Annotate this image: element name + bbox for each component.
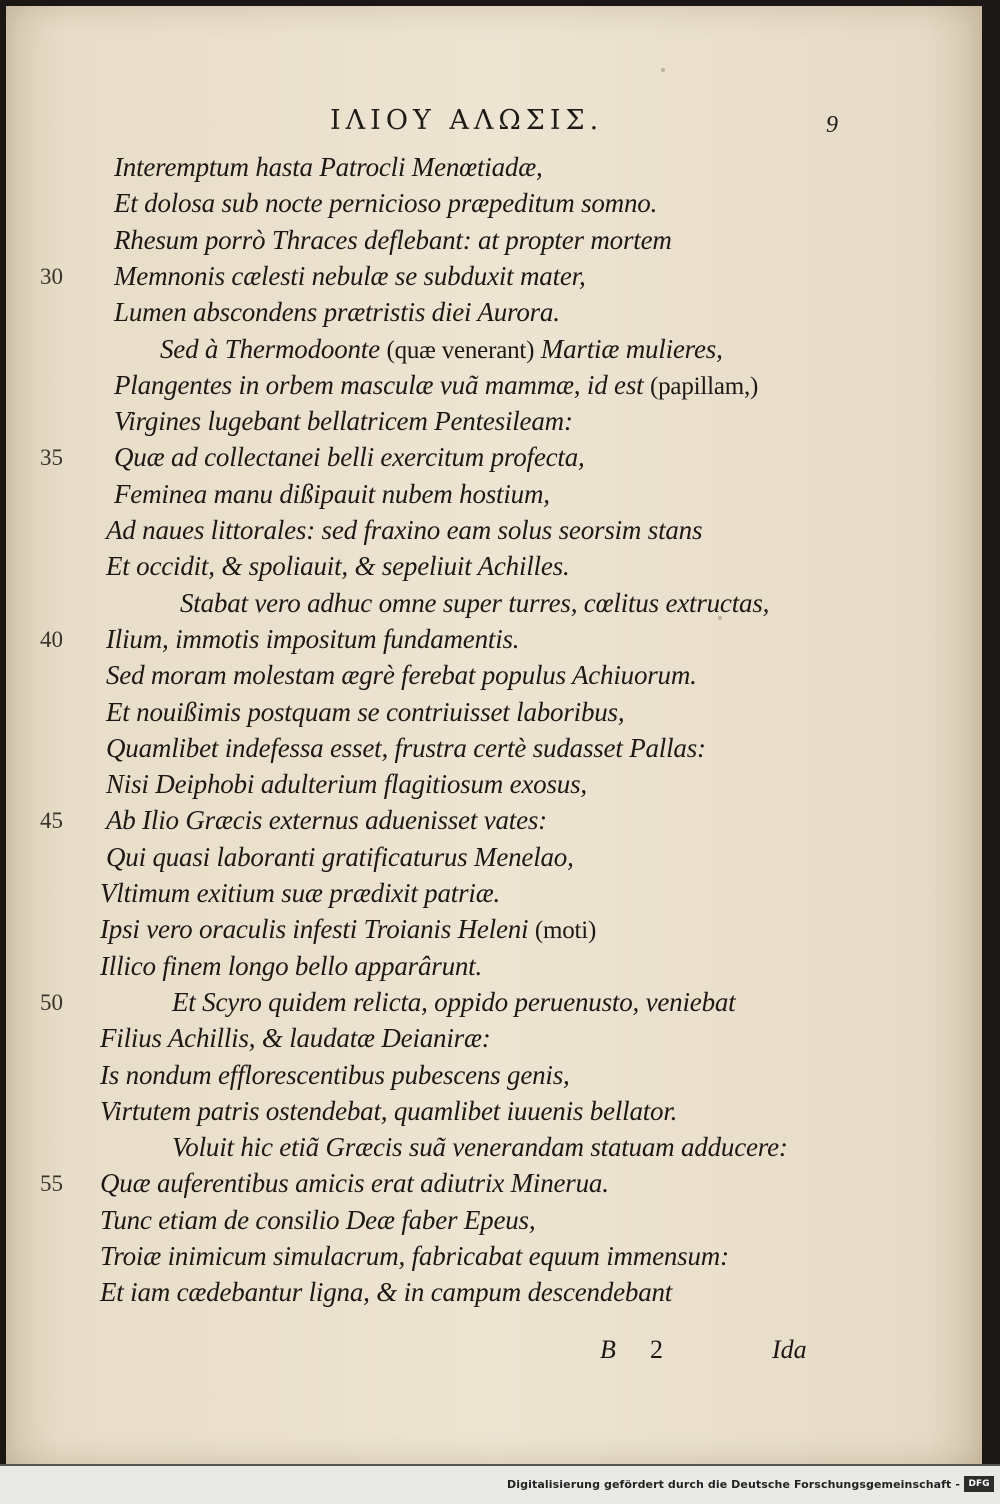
verse-line bbox=[106, 805, 547, 836]
verse-text: Quæ ad collectanei belli exercitum profecta, bbox=[114, 442, 585, 473]
verse-text: Nisi Deiphobi adulterium flagitiosum exosus, bbox=[106, 769, 587, 800]
verse-text: Ilium, immotis impositum fundamentis. bbox=[106, 623, 520, 654]
verse-text: Ab Ilio Græcis externus aduenisset vates: bbox=[106, 805, 547, 836]
dfg-logo: DFG bbox=[964, 1476, 994, 1492]
verse-text: Rhesum porrò Thraces deflebant: at propter mortem bbox=[114, 224, 672, 255]
verse-text: Et dolosa sub nocte pernicioso præpeditum somno. bbox=[114, 188, 658, 219]
verse-line bbox=[180, 588, 769, 619]
verse-text: Stabat vero adhuc omne super turres, cœlitus extructas, bbox=[180, 587, 770, 618]
verse-line bbox=[100, 878, 500, 909]
verse-line bbox=[114, 152, 543, 183]
catchword: Ida bbox=[772, 1335, 807, 1364]
verse-text: Virgines lugebant bellatricem Pentesileam: bbox=[114, 406, 573, 437]
verse-line bbox=[106, 515, 702, 546]
digitization-credit: Digitalisierung gefördert durch die Deutsche Forschungsgemeinschaft - bbox=[507, 1478, 960, 1491]
verse-line bbox=[106, 660, 697, 691]
line-number: 35 bbox=[40, 445, 63, 471]
verse-text: Is nondum efflorescentibus pubescens genis, bbox=[100, 1059, 570, 1090]
verse-line bbox=[100, 1241, 729, 1272]
verse-text: Ipsi vero oraculis infesti Troianis Heleni bbox=[100, 914, 535, 945]
verse-text: Illico finem longo bello apparârunt. bbox=[100, 950, 483, 981]
folio-number: 9 bbox=[826, 112, 838, 138]
signature-number: 2 bbox=[650, 1335, 663, 1364]
verse-line bbox=[100, 1168, 609, 1199]
verse-line bbox=[172, 987, 735, 1018]
paper-speck bbox=[661, 68, 665, 72]
verse-line bbox=[114, 225, 672, 256]
verse-line bbox=[100, 1277, 672, 1308]
verse-text: Vltimum exitium suæ prædixit patriæ. bbox=[100, 878, 501, 908]
verse-text: Voluit hic etiã Græcis suã venerandam statuam adducere: bbox=[172, 1132, 788, 1163]
running-head: ΙΛΙΟΥ ΑΛΩΣΙΣ. bbox=[330, 105, 604, 136]
verse-text: Virtutem patris ostendebat, quamlibet iuuenis bellator. bbox=[100, 1095, 678, 1126]
verse-text: Filius Achillis, & laudatæ Deianiræ: bbox=[100, 1023, 491, 1054]
verse-text: Quamlibet indefessa esset, frustra certè sudasset Pallas: bbox=[106, 732, 706, 763]
verse-text: Interemptum hasta Patrocli Menœtiadæ, bbox=[114, 152, 543, 182]
verse-line bbox=[172, 1132, 788, 1163]
line-number: 55 bbox=[40, 1171, 63, 1197]
verse-line bbox=[114, 261, 586, 292]
signature-mark: B bbox=[600, 1335, 616, 1364]
roman-gloss: (papillam,) bbox=[650, 372, 759, 400]
line-number: 45 bbox=[40, 808, 63, 834]
verse-text: Troiæ inimicum simulacrum, fabricabat equum immensum: bbox=[100, 1241, 729, 1271]
line-number: 30 bbox=[40, 263, 63, 289]
verse-line bbox=[100, 1060, 570, 1091]
verse-line bbox=[114, 370, 758, 401]
verse-line bbox=[114, 297, 560, 328]
line-number: 50 bbox=[40, 989, 63, 1015]
verse-line bbox=[106, 733, 706, 764]
verse-line bbox=[114, 442, 585, 473]
verse-text: Quæ auferentibus amicis erat adiutrix Minerua. bbox=[100, 1168, 609, 1199]
verse-text: Qui quasi laboranti gratificaturus Menelao, bbox=[106, 841, 574, 872]
verse-text: Et iam cædebantur ligna, & in campum descendebant bbox=[100, 1277, 673, 1308]
verse-text: Lumen abscondens prætristis diei Aurora. bbox=[114, 297, 560, 328]
verse-text: Et Scyro quidem relicta, oppido peruenusto, veniebat bbox=[172, 986, 736, 1017]
verse-line bbox=[106, 624, 519, 655]
verse-line bbox=[114, 188, 657, 219]
verse-text-continued: Martiæ mulieres, bbox=[534, 333, 723, 364]
verse-line bbox=[106, 551, 570, 582]
verse-line bbox=[106, 697, 624, 728]
verse-line bbox=[114, 479, 550, 510]
verse-text: Sed moram molestam ægrè ferebat populus Achiuorum. bbox=[106, 660, 697, 691]
verse-line bbox=[100, 951, 482, 982]
verse-line bbox=[106, 769, 587, 800]
verse-line bbox=[100, 1205, 535, 1236]
line-number: 40 bbox=[40, 626, 63, 652]
verse-text: Feminea manu dißipauit nubem hostium, bbox=[114, 478, 550, 509]
verse-text: Ad naues littorales: sed fraxino eam solus seorsim stans bbox=[106, 515, 703, 545]
verse-text: Sed à Thermodoonte bbox=[160, 333, 387, 364]
verse-line bbox=[100, 1096, 677, 1127]
roman-gloss: (moti) bbox=[534, 917, 597, 945]
verse-text: Et occidit, & spoliauit, & sepeliuit Achilles. bbox=[106, 551, 570, 582]
verse-text: Tunc etiam de consilio Deæ faber Epeus, bbox=[100, 1204, 536, 1235]
verse-line bbox=[106, 842, 574, 873]
verse-line bbox=[160, 334, 723, 365]
roman-gloss: (quæ venerant) bbox=[386, 336, 535, 364]
verse-line bbox=[114, 406, 573, 437]
verse-line bbox=[100, 1023, 491, 1054]
verse-line bbox=[100, 914, 596, 945]
verse-text: Et nouißimis postquam se contriuisset laboribus, bbox=[106, 696, 625, 727]
verse-text: Memnonis cælesti nebulæ se subduxit mater, bbox=[114, 260, 586, 291]
verse-text: Plangentes in orbem masculæ vuã mammæ, id est bbox=[114, 369, 650, 400]
